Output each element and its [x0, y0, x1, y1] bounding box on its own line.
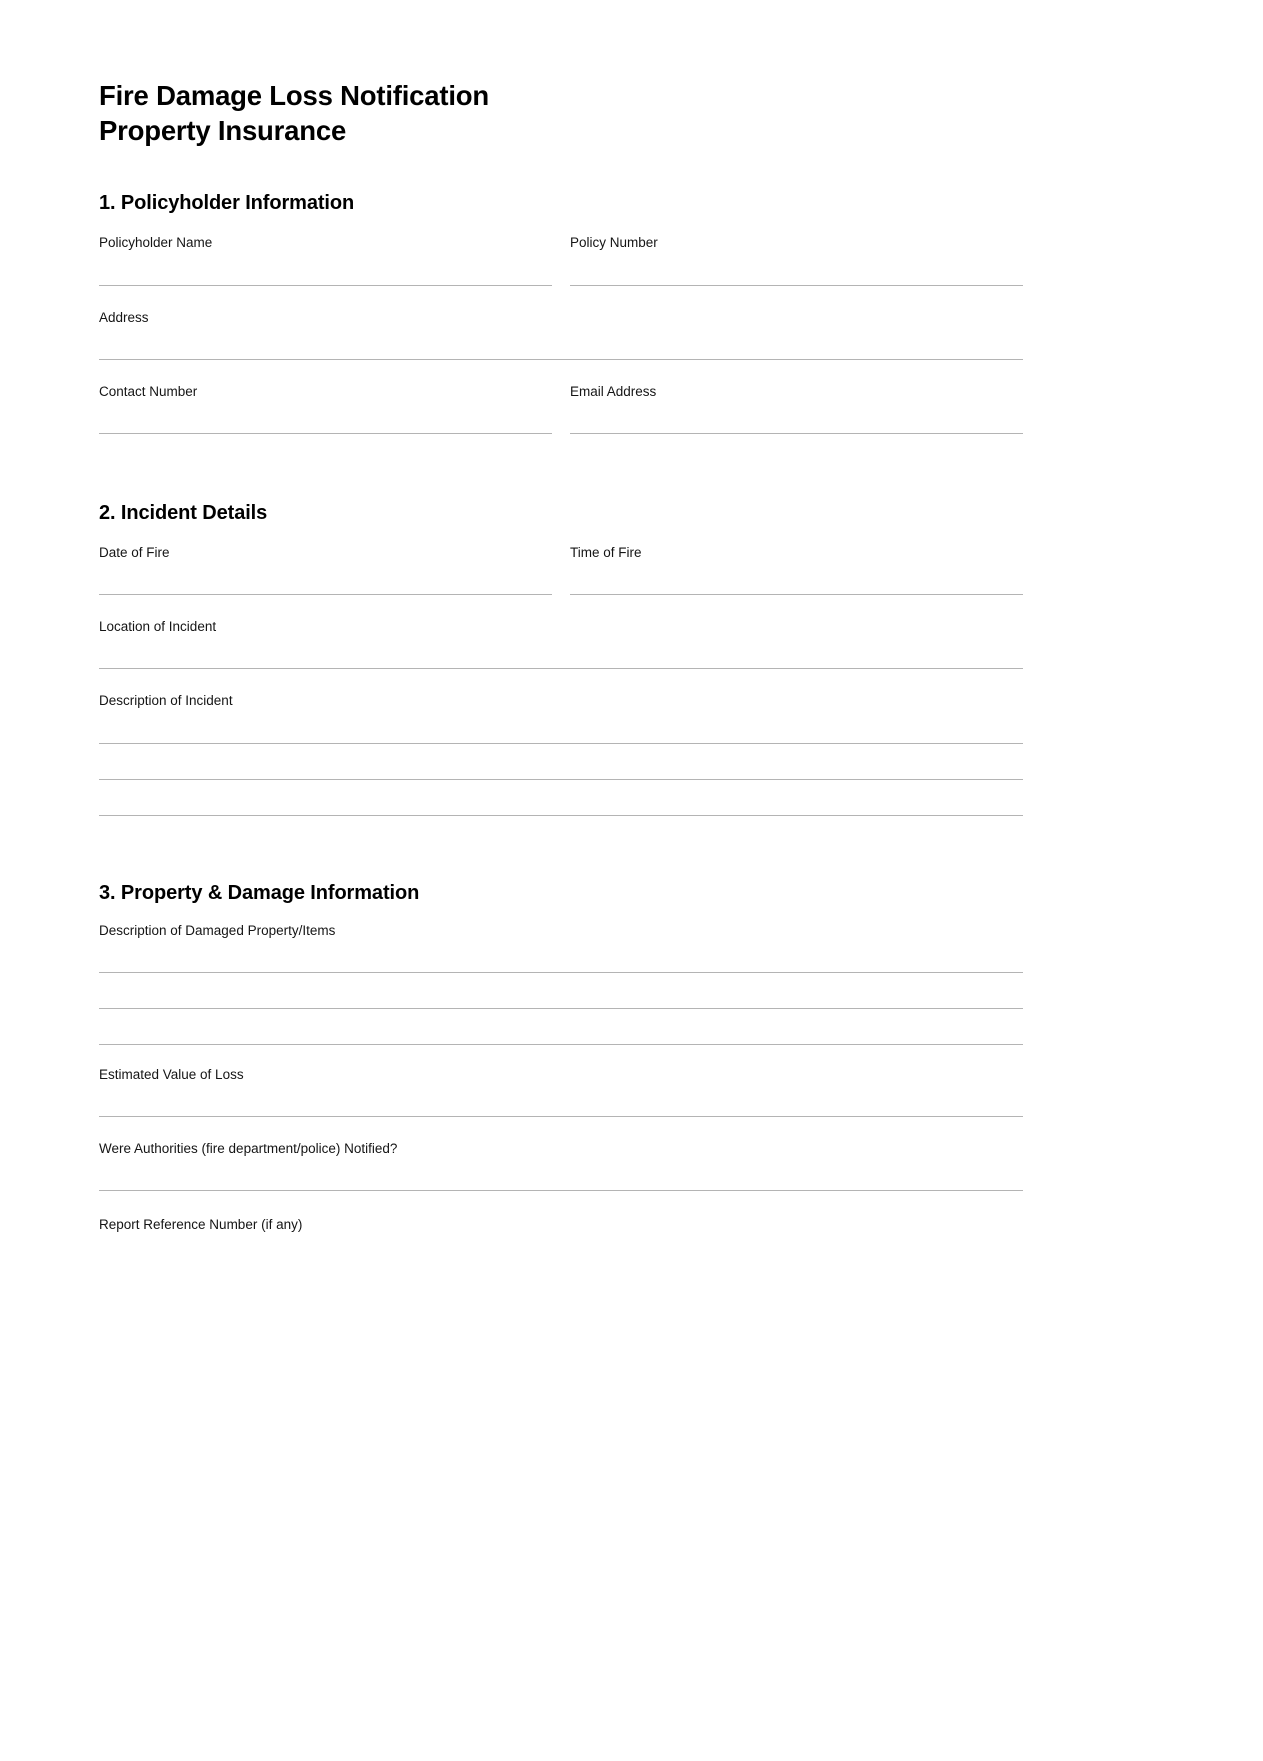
- label-policyholder-name: Policyholder Name: [99, 235, 213, 251]
- label-time-of-fire: Time of Fire: [570, 544, 642, 560]
- field-policyholder-name[interactable]: [99, 235, 552, 285]
- label-authorities-notified: Were Authorities (fire department/police) Notified?: [99, 1140, 398, 1156]
- spacer: [99, 905, 1023, 923]
- spacer: [99, 939, 1023, 972]
- field-description-of-incident[interactable]: [99, 693, 1023, 815]
- field-location-of-incident[interactable]: [99, 619, 1023, 669]
- spacer: [99, 215, 1023, 235]
- section-heading-incident-details: 2. Incident Details: [99, 501, 268, 524]
- label-description-of-incident: Description of Incident: [99, 693, 233, 709]
- spacer: [99, 286, 1023, 310]
- field-row-name-policy: [99, 235, 1023, 285]
- field-report-reference-number[interactable]: [99, 1217, 1023, 1233]
- input-rule-time-of-fire[interactable]: [570, 594, 1023, 595]
- spacer: [99, 1083, 1023, 1116]
- field-address[interactable]: [99, 310, 1023, 360]
- spacer: [99, 1157, 1023, 1190]
- spacer: [99, 360, 1023, 384]
- field-description-of-damaged-property[interactable]: [99, 923, 1023, 1045]
- spacer: [99, 744, 1023, 779]
- spacer: [99, 595, 1023, 619]
- label-description-of-damaged-property: Description of Damaged Property/Items: [99, 922, 336, 938]
- field-email-address[interactable]: [570, 384, 1023, 434]
- input-rule-damaged-property-line-3[interactable]: [99, 1044, 1023, 1045]
- page-title-line-1: Fire Damage Loss Notification: [99, 80, 489, 111]
- field-date-of-fire[interactable]: [99, 545, 552, 595]
- label-policy-number: Policy Number: [570, 235, 658, 251]
- input-rule-policyholder-name[interactable]: [99, 285, 552, 286]
- spacer: [99, 400, 552, 433]
- input-rule-contact-number[interactable]: [99, 433, 552, 434]
- label-report-reference-number: Report Reference Number (if any): [99, 1217, 303, 1233]
- page-title: [99, 0, 1023, 148]
- field-policy-number[interactable]: [570, 235, 1023, 285]
- spacer: [570, 400, 1023, 433]
- spacer: [570, 561, 1023, 594]
- spacer: [99, 561, 552, 594]
- spacer: [99, 669, 1023, 693]
- field-row-estimated-value: [99, 1067, 1023, 1117]
- label-location-of-incident: Location of Incident: [99, 619, 217, 635]
- spacer: [99, 635, 1023, 668]
- field-estimated-value-of-loss[interactable]: [99, 1067, 1023, 1117]
- page-title-line-2: Property Insurance: [99, 115, 347, 147]
- field-row-location: [99, 619, 1023, 669]
- section-heading-property-damage-information: 3. Property & Damage Information: [99, 881, 420, 904]
- spacer: [99, 780, 1023, 815]
- label-date-of-fire: Date of Fire: [99, 544, 170, 560]
- label-contact-number: Contact Number: [99, 383, 198, 399]
- field-row-authorities-notified: [99, 1141, 1023, 1191]
- spacer: [570, 252, 1023, 285]
- field-row-address: [99, 310, 1023, 360]
- spacer: [99, 1045, 1023, 1067]
- field-row-damaged-property: [99, 923, 1023, 1045]
- input-rule-address[interactable]: [99, 359, 1023, 360]
- field-authorities-notified[interactable]: [99, 1141, 1023, 1191]
- spacer: [99, 252, 552, 285]
- spacer: [99, 710, 1023, 743]
- input-rule-description-of-incident-line-3[interactable]: [99, 815, 1023, 816]
- section-heading-policyholder-information: 1. Policyholder Information: [99, 192, 355, 215]
- spacer: [99, 1117, 1023, 1141]
- label-address: Address: [99, 309, 149, 325]
- field-row-description-incident: [99, 693, 1023, 815]
- input-rule-email-address[interactable]: [570, 433, 1023, 434]
- label-email-address: Email Address: [570, 383, 657, 399]
- input-rule-location-of-incident[interactable]: [99, 668, 1023, 669]
- label-estimated-value-of-loss: Estimated Value of Loss: [99, 1066, 244, 1082]
- field-row-report-reference-number: [99, 1217, 1023, 1233]
- spacer: [99, 973, 1023, 1008]
- spacer: [99, 1009, 1023, 1044]
- spacer: [99, 525, 1023, 545]
- document-content: [99, 0, 1023, 1233]
- input-rule-authorities-notified[interactable]: [99, 1190, 1023, 1191]
- input-rule-policy-number[interactable]: [570, 285, 1023, 286]
- field-time-of-fire[interactable]: [570, 545, 1023, 595]
- spacer: [99, 326, 1023, 359]
- spacer: [99, 1191, 1023, 1217]
- field-contact-number[interactable]: [99, 384, 552, 434]
- field-row-date-time: [99, 545, 1023, 595]
- input-rule-estimated-value-of-loss[interactable]: [99, 1116, 1023, 1117]
- input-rule-date-of-fire[interactable]: [99, 594, 552, 595]
- field-row-contact-email: [99, 384, 1023, 434]
